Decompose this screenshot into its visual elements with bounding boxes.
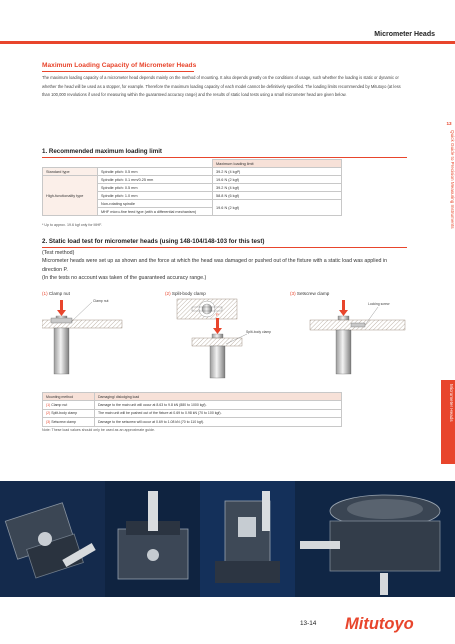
limit-cell: 19.6 N (2 kgf) (213, 176, 342, 184)
figure-title: Split-body clamp (171, 291, 206, 296)
intro-paragraph: The maximum loading capacity of a micrometer head depends mainly on the method of mounting. It also depends greatly on the conditions of usage, such whether the loading is static or dynamic or whether the head will be used as a stopper, for example. Therefore the maximum loading capacity of each model cannot be definitively specified. The loading limits recommended by Mitutoyo (at less than 100,000 revolutions if used for measuring within the guaranteed accuracy range) and the results of static load tests using a small micrometer head are given below. (42, 75, 401, 98)
figure-title: Setscrew clamp (296, 291, 330, 296)
part-label: Clamp nut (93, 299, 109, 303)
photo-center-left-stage (105, 481, 200, 597)
load-cell: Damage to the setscrew will occur at 0.69 to 1.08 kN (70 to 110 kgf). (95, 418, 342, 426)
force-arrow (216, 318, 219, 328)
method-name: Clamp nut (51, 403, 68, 408)
force-arrow (60, 300, 63, 310)
spec-cell: Spindle pitch: 0.1 mm/0.25 mm (98, 176, 213, 184)
table-row (43, 168, 342, 176)
page-number: 13-14 (300, 620, 317, 627)
section-title-underline (42, 71, 194, 72)
brand-wordmark: Mitutoyo (345, 615, 414, 633)
spec-cell: Spindle pitch: 0.5 mm (98, 184, 213, 192)
diagram-setscrew-clamp (310, 296, 405, 374)
spindle-tip (338, 316, 349, 320)
column-header-method: Mounting method (43, 393, 95, 401)
limit-cell: 58.8 N (6 kgf) (213, 192, 342, 200)
test-note: (In the tests no account was taken of the guaranteed accuracy range.) (42, 275, 207, 282)
mitutoyo-logo (345, 612, 437, 634)
column-header-load: Damaging/ dislodging load (95, 393, 342, 401)
table-footnote: * Up to approx. 19.6 kgf only for MHF. (42, 223, 102, 227)
static-test-heading: 2. Static load test for micrometer heads (using 148-104/148-103 for this test) (42, 238, 265, 245)
diagram-split-body-clamp (177, 299, 271, 378)
recommended-heading: 1. Recommended maximum loading limit (42, 148, 162, 155)
figure-number: (1) (42, 291, 48, 296)
figure-number: (2) (165, 291, 171, 296)
part-label: Locking screw (368, 302, 390, 306)
micrometer-sleeve (336, 330, 351, 374)
table-row (43, 418, 342, 426)
header-title: Micrometer Heads (374, 31, 435, 38)
force-arrowhead (339, 310, 348, 316)
sidebar-guide-label: Quick Guide to Precision Measuring Instruments (450, 130, 455, 229)
force-label: P (216, 312, 219, 317)
photo-right-rotary-stage (295, 481, 455, 597)
spec-cell: Spindle pitch: 1.0 mm (98, 192, 213, 200)
limit-cell: 39.2 N (4 kgf¹) (213, 168, 342, 176)
table-row (43, 176, 342, 184)
load-cell: The main unit will be pushed out of the fixture at 0.69 to 0.98 kN (70 to 100 kgf). (95, 409, 342, 417)
table-row (43, 401, 342, 409)
force-arrowhead (213, 328, 222, 334)
micrometer-sleeve (54, 328, 69, 374)
method-cell (43, 418, 95, 426)
type-cell: High-functionality type (43, 176, 98, 216)
static-test-body (42, 249, 407, 283)
method-name: Setscrew clamp (51, 419, 76, 424)
damage-table-note: Note: These load values should only be used as an approximate guide. (42, 428, 156, 432)
method-name: Split-body clamp (51, 411, 78, 416)
load-cell: Damage to the main unit will occur at 8.63 to 9.8 kN (880 to 1000 kgf). (95, 401, 342, 409)
method-number: (1) (46, 403, 51, 408)
damage-header-row (43, 393, 342, 401)
force-arrow (342, 300, 345, 310)
section-title: Maximum Loading Capacity of Micrometer Heads (42, 62, 197, 69)
sidebar-tab-label: Micrometer Heads (449, 384, 454, 422)
micrometer-sleeve (210, 346, 225, 378)
clamp-nut-part (51, 318, 72, 323)
limit-cell: 39.2 N (4 kgf) (213, 184, 342, 192)
limit-cell: 19.6 N (2 kgf) (213, 200, 342, 216)
table-header-row (43, 160, 342, 168)
method-cell (43, 401, 95, 409)
diagram-clamp-nut (42, 296, 122, 374)
test-description: Micrometer heads were set up as shown and the force at which the head was damaged or pushed out of the fixture with a static load was applied in direction P. (42, 258, 388, 273)
micrometer-section (202, 304, 212, 314)
part-label: Split-body clamp (246, 330, 272, 334)
spec-cell: Spindle pitch: 0.5 mm (98, 168, 213, 176)
figure-number: (3) (290, 291, 296, 296)
type-cell: Standard type (43, 168, 98, 176)
spec-cell: MHF micro-fine feed type (with a differential mechanism) (98, 208, 213, 216)
test-method-line: (Test method) (42, 250, 75, 256)
photo-left-stage (0, 481, 105, 597)
product-photo-collage (0, 481, 455, 597)
locking-screw-part (351, 323, 365, 327)
recommended-heading-rule (42, 157, 407, 158)
static-test-heading-rule (42, 247, 407, 248)
chapter-number: 13 (446, 121, 452, 126)
figure-title: Clamp nut (48, 291, 70, 296)
fixture-plate (192, 338, 242, 346)
page-header (0, 0, 455, 44)
force-arrowhead (57, 310, 66, 316)
method-cell (43, 409, 95, 417)
photo-center-stage (200, 481, 295, 597)
column-header-limit: Maximum loading limit (213, 160, 342, 168)
callout-line (71, 302, 92, 322)
mounting-diagrams (42, 296, 410, 380)
method-number: (3) (46, 419, 51, 424)
spindle-tip (212, 334, 223, 338)
method-number: (2) (46, 411, 51, 416)
damage-table (42, 392, 342, 427)
table-row (43, 409, 342, 417)
spec-cell: Non-rotating spindle (98, 200, 213, 208)
loading-limit-table (42, 159, 342, 216)
